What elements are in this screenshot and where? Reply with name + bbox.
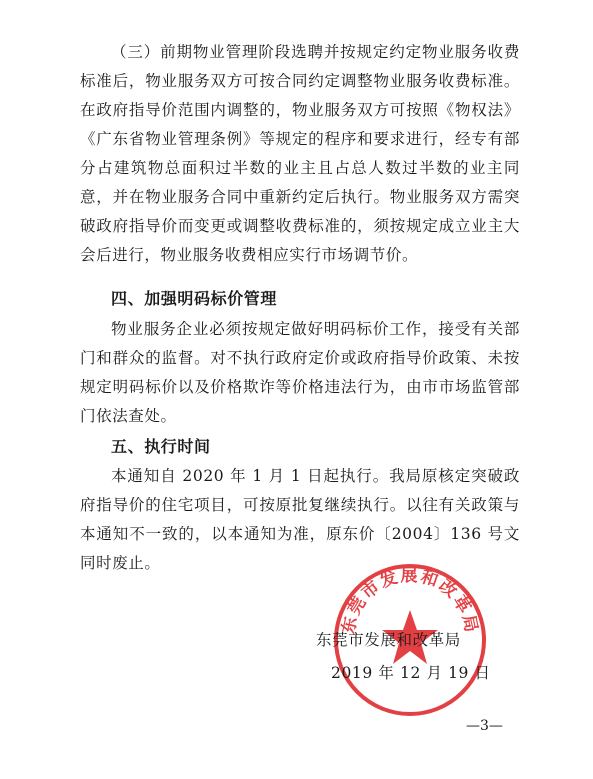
paragraph-effective-date: 本通知自 2020 年 1 月 1 日起执行。我局原核定突破政府指导价的住宅项目，可按原批复继续执行。以往有关政策与本通知不一致的，以本通知为准，原东价〔2004〕136 号文同时废止。 [80, 467, 520, 572]
signature-organization: 东莞市发展和改革局 [316, 631, 461, 649]
paragraph-price-labeling: 物业服务企业必须按规定做好明码标价工作，接受有关部门和群众的监督。对不执行政府定价或政府指导价政策、未按规定明码标价以及价格欺诈等价格违法行为，由市市场监管部门依法查处。 [80, 320, 520, 425]
paragraph-pricing-adjustment: （三）前期物业管理阶段选聘并按规定约定物业服务收费标准后，物业服务双方可按合同约定调整物业服务收费标准。在政府指导价范围内调整的，物业服务双方可按照《物权法》《广东省物业管理条例》等规定的程序和要求进行，经专有部分占建筑物总面积过半数的业主且占总人数过半数的业主同意，并在物业服务合同中重新约定后执行。物业服务双方需突破政府指导价而变更或调整收费标准的，须按规定成立业主大会后进行，物业服务收费相应实行市场调节价。 [80, 43, 520, 264]
seal-text: 东莞市发展和改革局 [338, 566, 482, 636]
signature-date: 2019 年 12 月 19 日 [331, 664, 491, 682]
section-heading-price-labeling: 四、加强明码标价管理 [111, 289, 278, 308]
page-number: —3— [466, 718, 503, 734]
section-heading-effective-date: 五、执行时间 [111, 437, 211, 456]
